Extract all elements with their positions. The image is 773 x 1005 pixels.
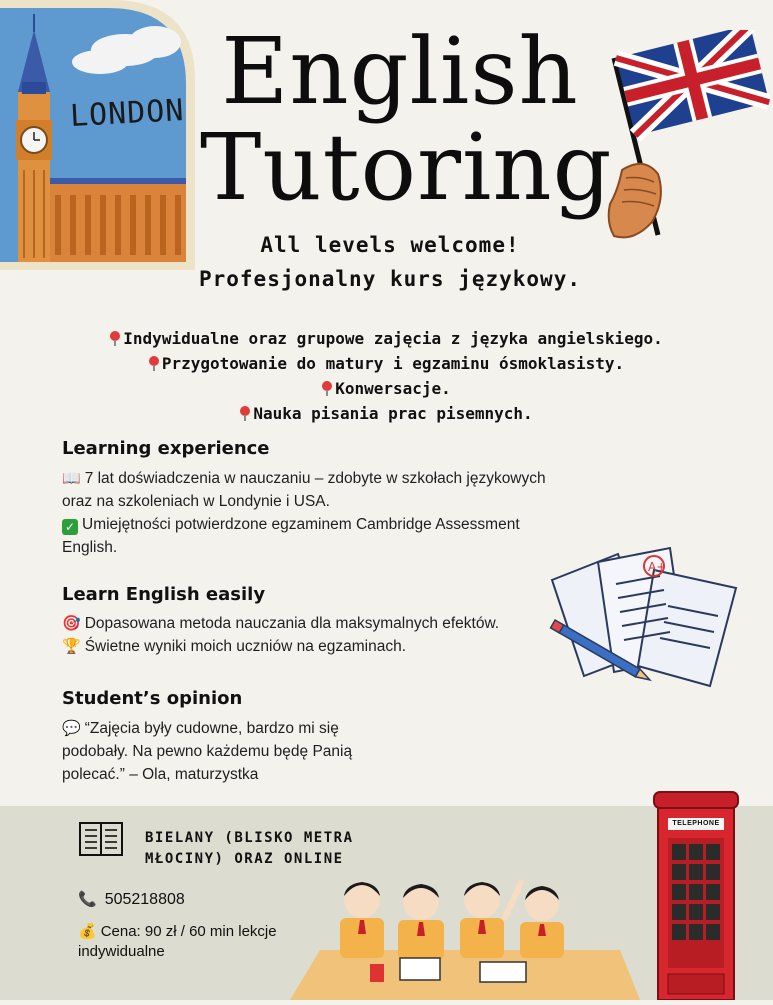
page-title-line2: Tutoring (200, 114, 613, 221)
pin-icon (149, 356, 159, 370)
booth-sign: TELEPHONE (672, 820, 720, 827)
money-bag-icon: 💰 (78, 923, 97, 940)
check-mark-icon: ✓ (62, 519, 78, 535)
phone-row (78, 890, 185, 909)
pin-icon (110, 331, 120, 345)
london-sign: LONDON (69, 93, 186, 134)
svg-text:A+: A+ (648, 560, 667, 574)
subtitle-line2: Profesjonalny kurs językowy. (198, 267, 581, 291)
offer-item: Konwersacje. (0, 376, 773, 401)
phone-icon: 📞 (78, 891, 97, 908)
pin-icon (322, 381, 332, 395)
opinion-heading: Student’s opinion (62, 688, 243, 709)
easily-text: 🎯 Dopasowana metoda nauczania dla maksymalnych efektów. 🏆 Świetne wyniki moich uczniów na egzaminach. (62, 612, 562, 658)
price-row (78, 922, 318, 962)
open-book-icon: 📖 (62, 470, 81, 487)
experience-text: 📖 7 lat doświadczenia w nauczaniu – zdobyte w szkołach językowych oraz na szkoleniach w Londynie i USA. ✓ Umiejętności potwierdzone egzaminem Cambridge Assessment English. (62, 467, 582, 559)
book-icon (78, 820, 124, 858)
target-icon: 🎯 (62, 615, 81, 632)
papers-illustration (548, 540, 743, 690)
subtitle-line1: All levels welcome! (260, 233, 520, 257)
phone-number[interactable]: 505218808 (104, 891, 185, 908)
address-text: BIELANY (BLISKO METRA MŁOCINY) ORAZ ONLINE (145, 830, 354, 867)
speech-bubble-icon: 💬 (62, 720, 81, 737)
experience-heading: Learning experience (62, 438, 270, 459)
pin-icon (240, 406, 250, 420)
opinion-quote: 💬 “Zajęcia były cudowne, bardzo mi się podobały. Na pewno każdemu będę Panią polecać.” – Ola, maturzystka (62, 717, 402, 786)
easily-heading: Learn English easily (62, 584, 266, 605)
trophy-icon: 🏆 (62, 638, 81, 655)
page-title-line1: English (221, 18, 579, 125)
offer-item: Nauka pisania prac pisemnych. (0, 401, 773, 426)
uk-flag-illustration (600, 30, 770, 270)
offer-item: Przygotowanie do matury i egzaminu ósmoklasisty. (0, 351, 773, 376)
students-illustration (290, 860, 640, 1000)
offer-item: Indywidualne oraz grupowe zajęcia z języka angielskiego. (0, 326, 773, 351)
telephone-booth-illustration (650, 786, 742, 1000)
price-text: Cena: 90 zł / 60 min lekcje indywidualne (78, 923, 277, 960)
